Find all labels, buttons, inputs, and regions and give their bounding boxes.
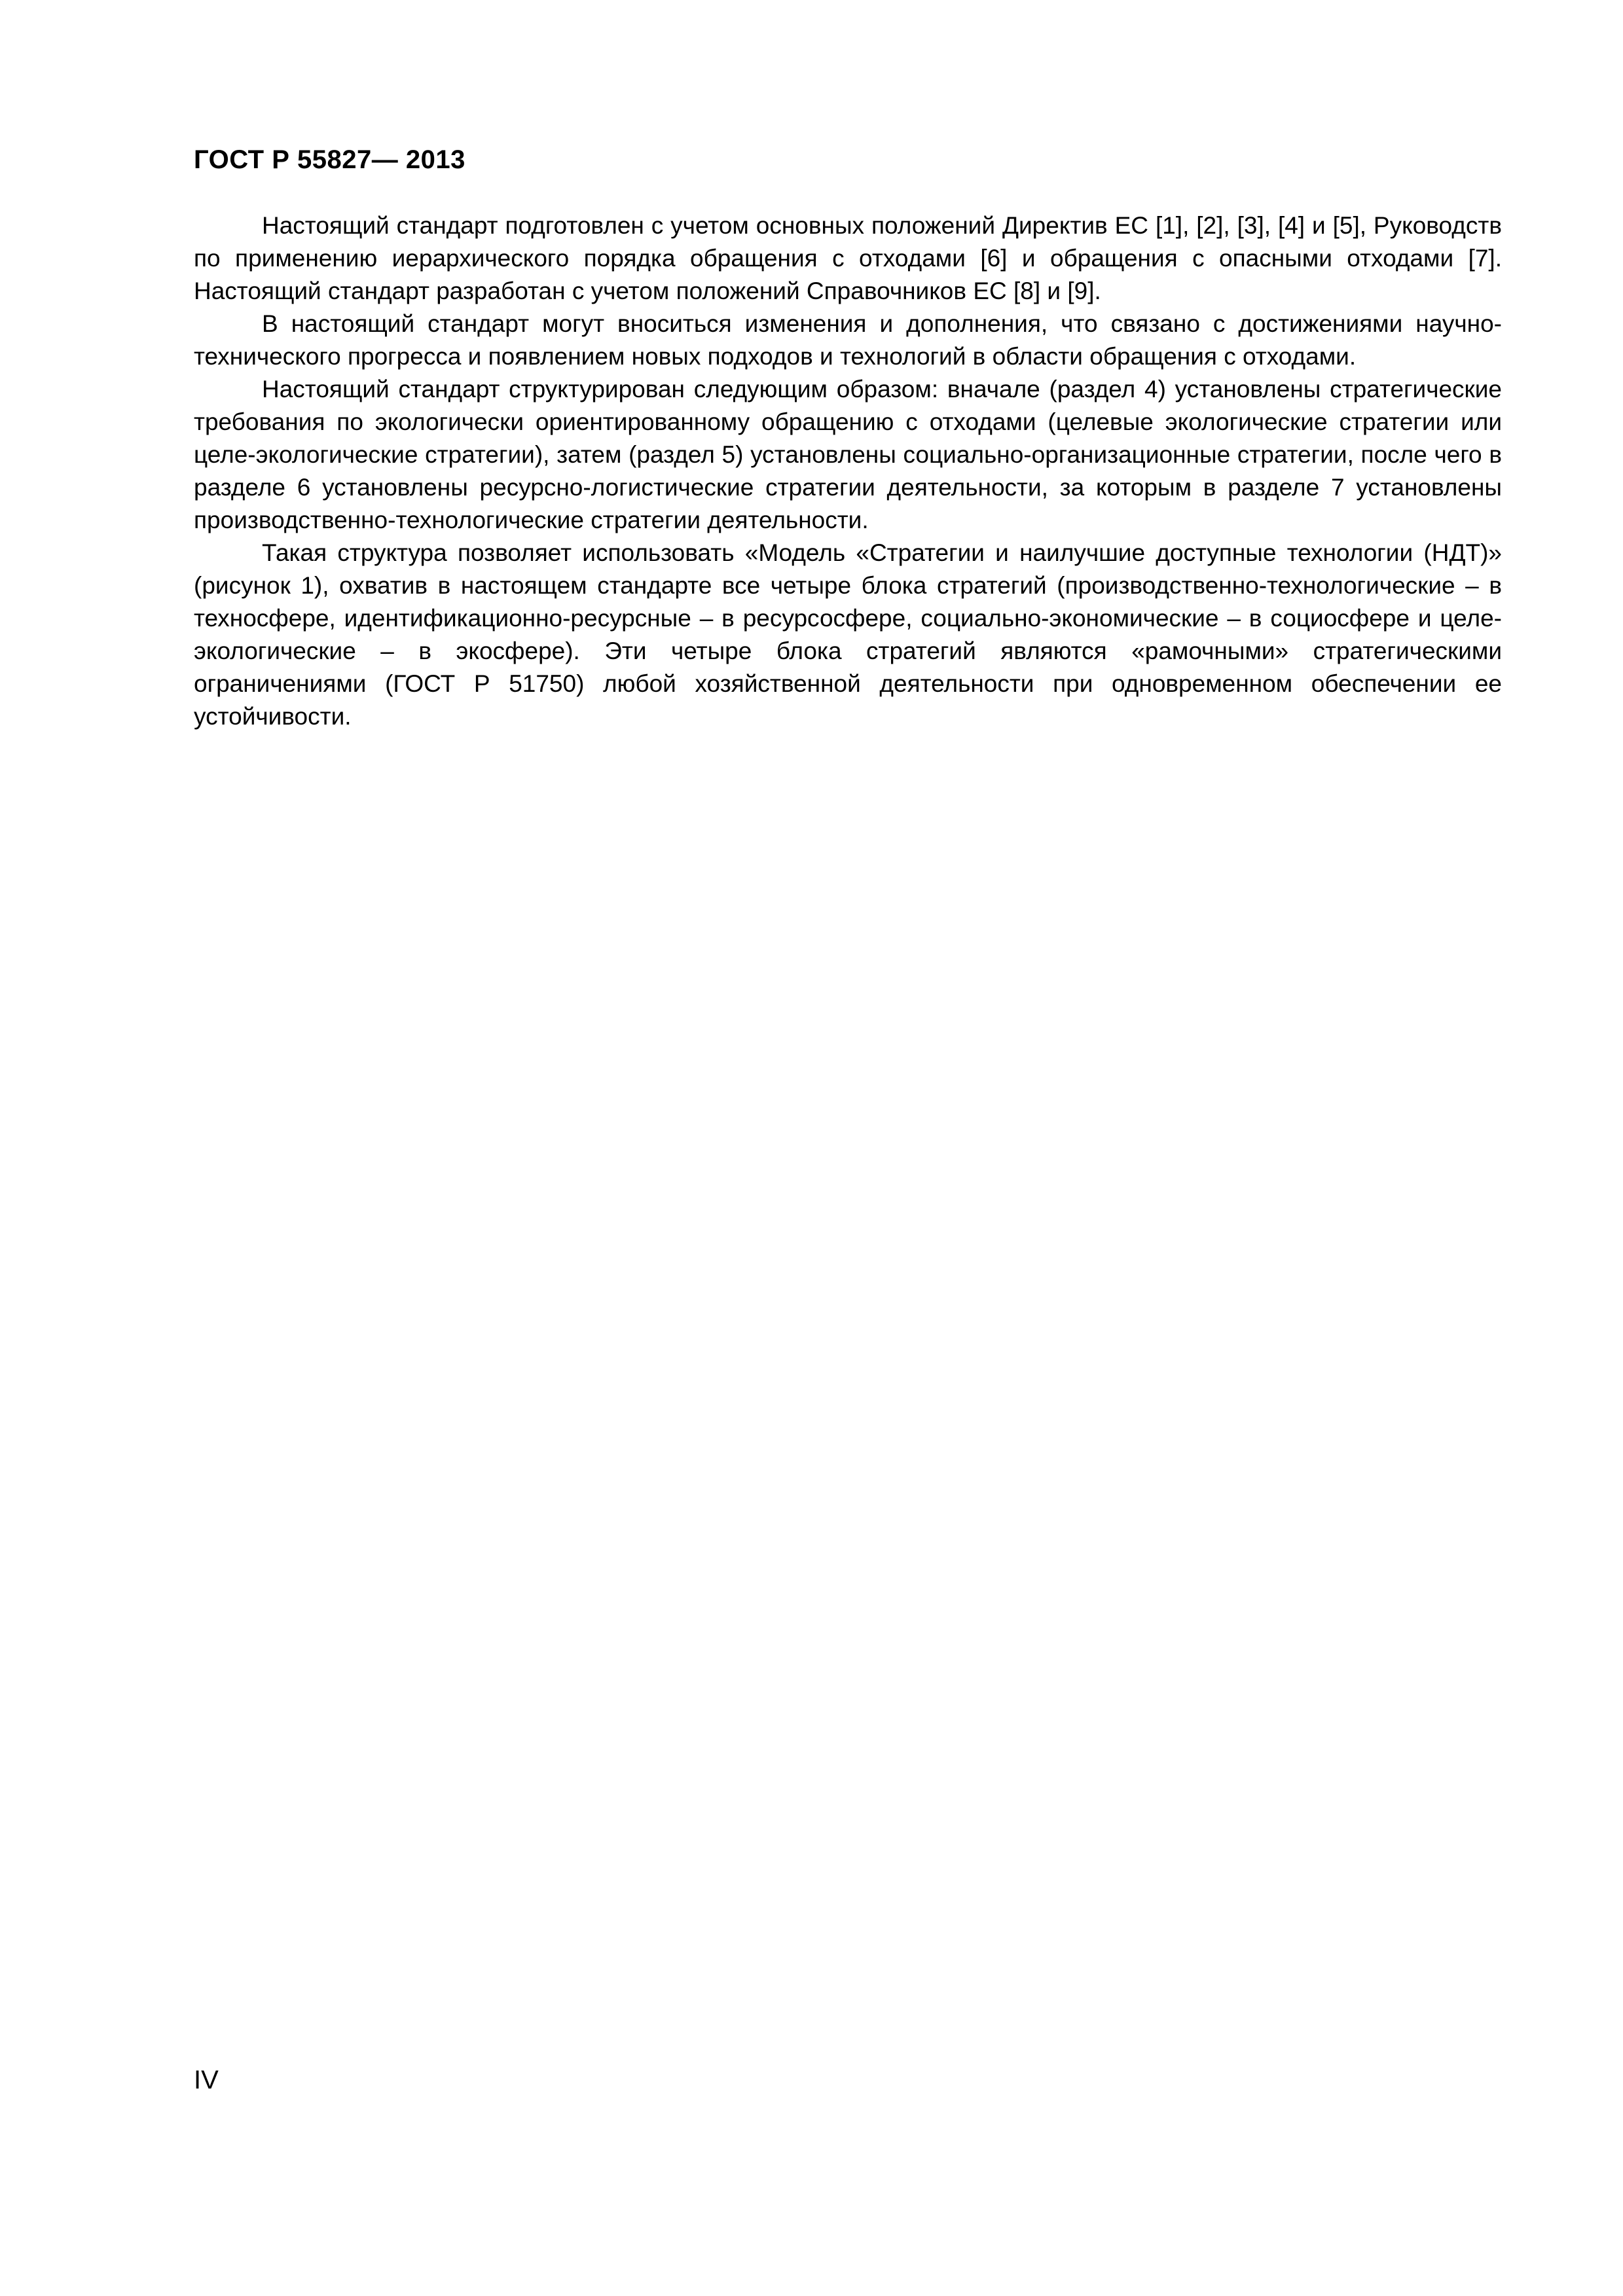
- page-number: IV: [194, 2066, 219, 2094]
- paragraph: В настоящий стандарт могут вноситься изменения и дополнения, что связано с достижениями научно-технического прогресса и появлением новых подходов и технологий в области обращения с отходами.: [194, 310, 1502, 370]
- paragraph: Такая структура позволяет использовать «Модель «Стратегии и наилучшие доступные технологии (НДТ)» (рисунок 1), охватив в настоящем стандарте все четыре блока стратегий (производственно-технологические – в техносфере, идентификационно-ресурсные – в ресурсосфере, социально-экономические – в социосфере и целе-экологические – в экосфере). Эти четыре блока стратегий являются «рамочными» стратегическими ограничениями (ГОСТ Р 51750) любой хозяйственной деятельности при одновременном обеспечении ее устойчивости.: [194, 539, 1502, 730]
- paragraph: Настоящий стандарт подготовлен с учетом основных положений Директив ЕС [1], [2], [3], [4] и [5], Руководств по применению иерархического порядка обращения с отходами [6] и обращения с опасными отходами [7]. Настоящий стандарт разработан с учетом положений Справочников ЕС [8] и [9].: [194, 212, 1502, 304]
- standard-code: ГОСТ Р 55827— 2013: [194, 145, 465, 174]
- paragraph: Настоящий стандарт структурирован следующим образом: вначале (раздел 4) установлены стратегические требования по экологически ориентированному обращению с отходами (целевые экологические стратегии или целе-экологические стратегии), затем (раздел 5) установлены социально-организационные стратегии, после чего в разделе 6 установлены ресурсно-логистические стратегии деятельности, за которым в разделе 7 установлены производственно-технологические стратегии деятельности.: [194, 376, 1502, 533]
- body-text: [194, 209, 1502, 733]
